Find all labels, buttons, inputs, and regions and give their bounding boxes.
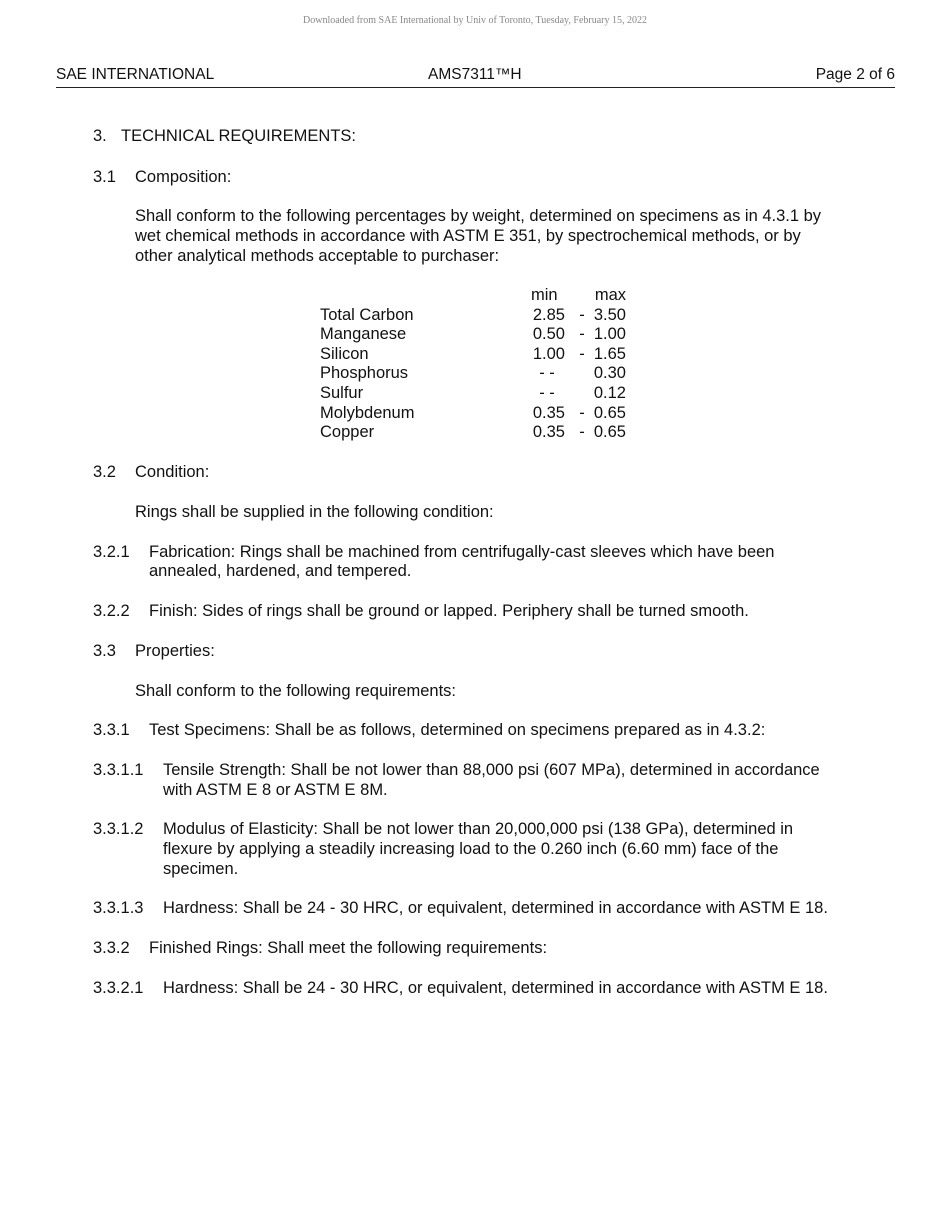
element-name: Phosphorus (320, 364, 409, 383)
header-organization: SAE INTERNATIONAL (56, 66, 215, 83)
range-separator: - (579, 403, 585, 422)
section-3-3-1-2-line-3: specimen. (163, 860, 239, 878)
section-3-3-1-3-number: 3.3.1.3 (93, 899, 144, 917)
composition-row (320, 306, 640, 326)
element-max: 0.30 (593, 364, 626, 383)
composition-header-row (320, 286, 640, 306)
element-min: - - (539, 364, 555, 383)
element-min: - - (539, 383, 555, 402)
section-3-3-2-text: Finished Rings: Shall meet the following requirements: (149, 939, 548, 957)
section-3-3-body: Shall conform to the following requirements: (135, 682, 456, 700)
section-3-2-1-number: 3.2.1 (93, 543, 130, 561)
element-name: Total Carbon (320, 305, 414, 324)
composition-row (320, 345, 640, 365)
element-name: Silicon (320, 344, 369, 363)
composition-row (320, 364, 640, 384)
element-name: Copper (320, 423, 375, 442)
composition-row (320, 325, 640, 345)
page-header (56, 66, 895, 88)
section-3-2-1-line-1: Fabrication: Rings shall be machined from centrifugally-cast sleeves which have been (149, 543, 775, 561)
element-min: 2.85 (532, 305, 565, 324)
section-3-3-2-1-text: Hardness: Shall be 24 - 30 HRC, or equivalent, determined in accordance with ASTM E 18. (163, 979, 828, 997)
section-3-3-title: Properties: (135, 642, 215, 660)
range-separator: - (579, 325, 585, 344)
element-max: 1.00 (593, 325, 626, 344)
column-header-max: max (594, 286, 626, 304)
element-min: 0.35 (532, 403, 565, 422)
element-max: 0.65 (593, 423, 626, 442)
section-3-1-number: 3.1 (93, 168, 116, 186)
section-3-3-1-1-line-2: with ASTM E 8 or ASTM E 8M. (163, 781, 388, 799)
section-3-3-1-1-line-1: Tensile Strength: Shall be not lower than 88,000 psi (607 MPa), determined in accordance (163, 761, 820, 779)
section-3-1-body-line-3: other analytical methods acceptable to purchaser: (135, 247, 500, 265)
section-3-3-2-1-number: 3.3.2.1 (93, 979, 144, 997)
section-3-2-2-number: 3.2.2 (93, 602, 130, 620)
section-3-3-number: 3.3 (93, 642, 116, 660)
section-3-2-title: Condition: (135, 463, 210, 481)
range-separator: - (579, 344, 585, 363)
element-min: 0.50 (532, 325, 565, 344)
section-3-3-1-1-number: 3.3.1.1 (93, 761, 144, 779)
composition-table (320, 286, 640, 443)
section-3-3-2-number: 3.3.2 (93, 939, 130, 957)
section-3-2-2-text: Finish: Sides of rings shall be ground or lapped. Periphery shall be turned smooth. (149, 602, 749, 620)
element-max: 0.12 (593, 383, 626, 402)
element-name: Manganese (320, 325, 407, 344)
section-3-3-1-3-text: Hardness: Shall be 24 - 30 HRC, or equivalent, determined in accordance with ASTM E 18. (163, 899, 828, 917)
composition-row (320, 384, 640, 404)
section-3-2-body: Rings shall be supplied in the following condition: (135, 503, 494, 521)
header-document-number: AMS7311™H (428, 66, 522, 83)
element-max: 0.65 (593, 403, 626, 422)
section-3-title: TECHNICAL REQUIREMENTS: (121, 127, 356, 145)
header-page-number: Page 2 of 6 (815, 66, 895, 83)
download-watermark: Downloaded from SAE International by Univ of Toronto, Tuesday, February 15, 2022 (303, 15, 647, 26)
element-max: 1.65 (593, 344, 626, 363)
section-3-2-1-line-2: annealed, hardened, and tempered. (149, 562, 412, 580)
section-3-2-number: 3.2 (93, 463, 116, 481)
composition-row (320, 423, 640, 443)
section-3-3-1-text: Test Specimens: Shall be as follows, determined on specimens prepared as in 4.3.2: (149, 721, 766, 739)
section-3-3-1-2-line-1: Modulus of Elasticity: Shall be not lower than 20,000,000 psi (138 GPa), determined in (163, 820, 794, 838)
section-3-1-body-line-1: Shall conform to the following percentages by weight, determined on specimens as in 4.3.1 by (135, 207, 822, 225)
element-min: 1.00 (532, 344, 565, 363)
section-3-1-title: Composition: (135, 168, 232, 186)
section-3-3-1-2-number: 3.3.1.2 (93, 820, 144, 838)
element-name: Sulfur (320, 383, 364, 402)
section-3-number: 3. (93, 127, 107, 145)
element-min: 0.35 (532, 423, 565, 442)
section-3-3-1-number: 3.3.1 (93, 721, 130, 739)
element-max: 3.50 (593, 305, 626, 324)
range-separator: - (579, 423, 585, 442)
section-3-1-body-line-2: wet chemical methods in accordance with ASTM E 351, by spectrochemical methods, or by (135, 227, 801, 245)
column-header-min: min (531, 286, 558, 304)
element-name: Molybdenum (320, 403, 415, 422)
section-3-3-1-2-line-2: flexure by applying a steadily increasing load to the 0.260 inch (6.60 mm) face of the (163, 840, 779, 858)
composition-row (320, 404, 640, 424)
range-separator: - (579, 305, 585, 324)
